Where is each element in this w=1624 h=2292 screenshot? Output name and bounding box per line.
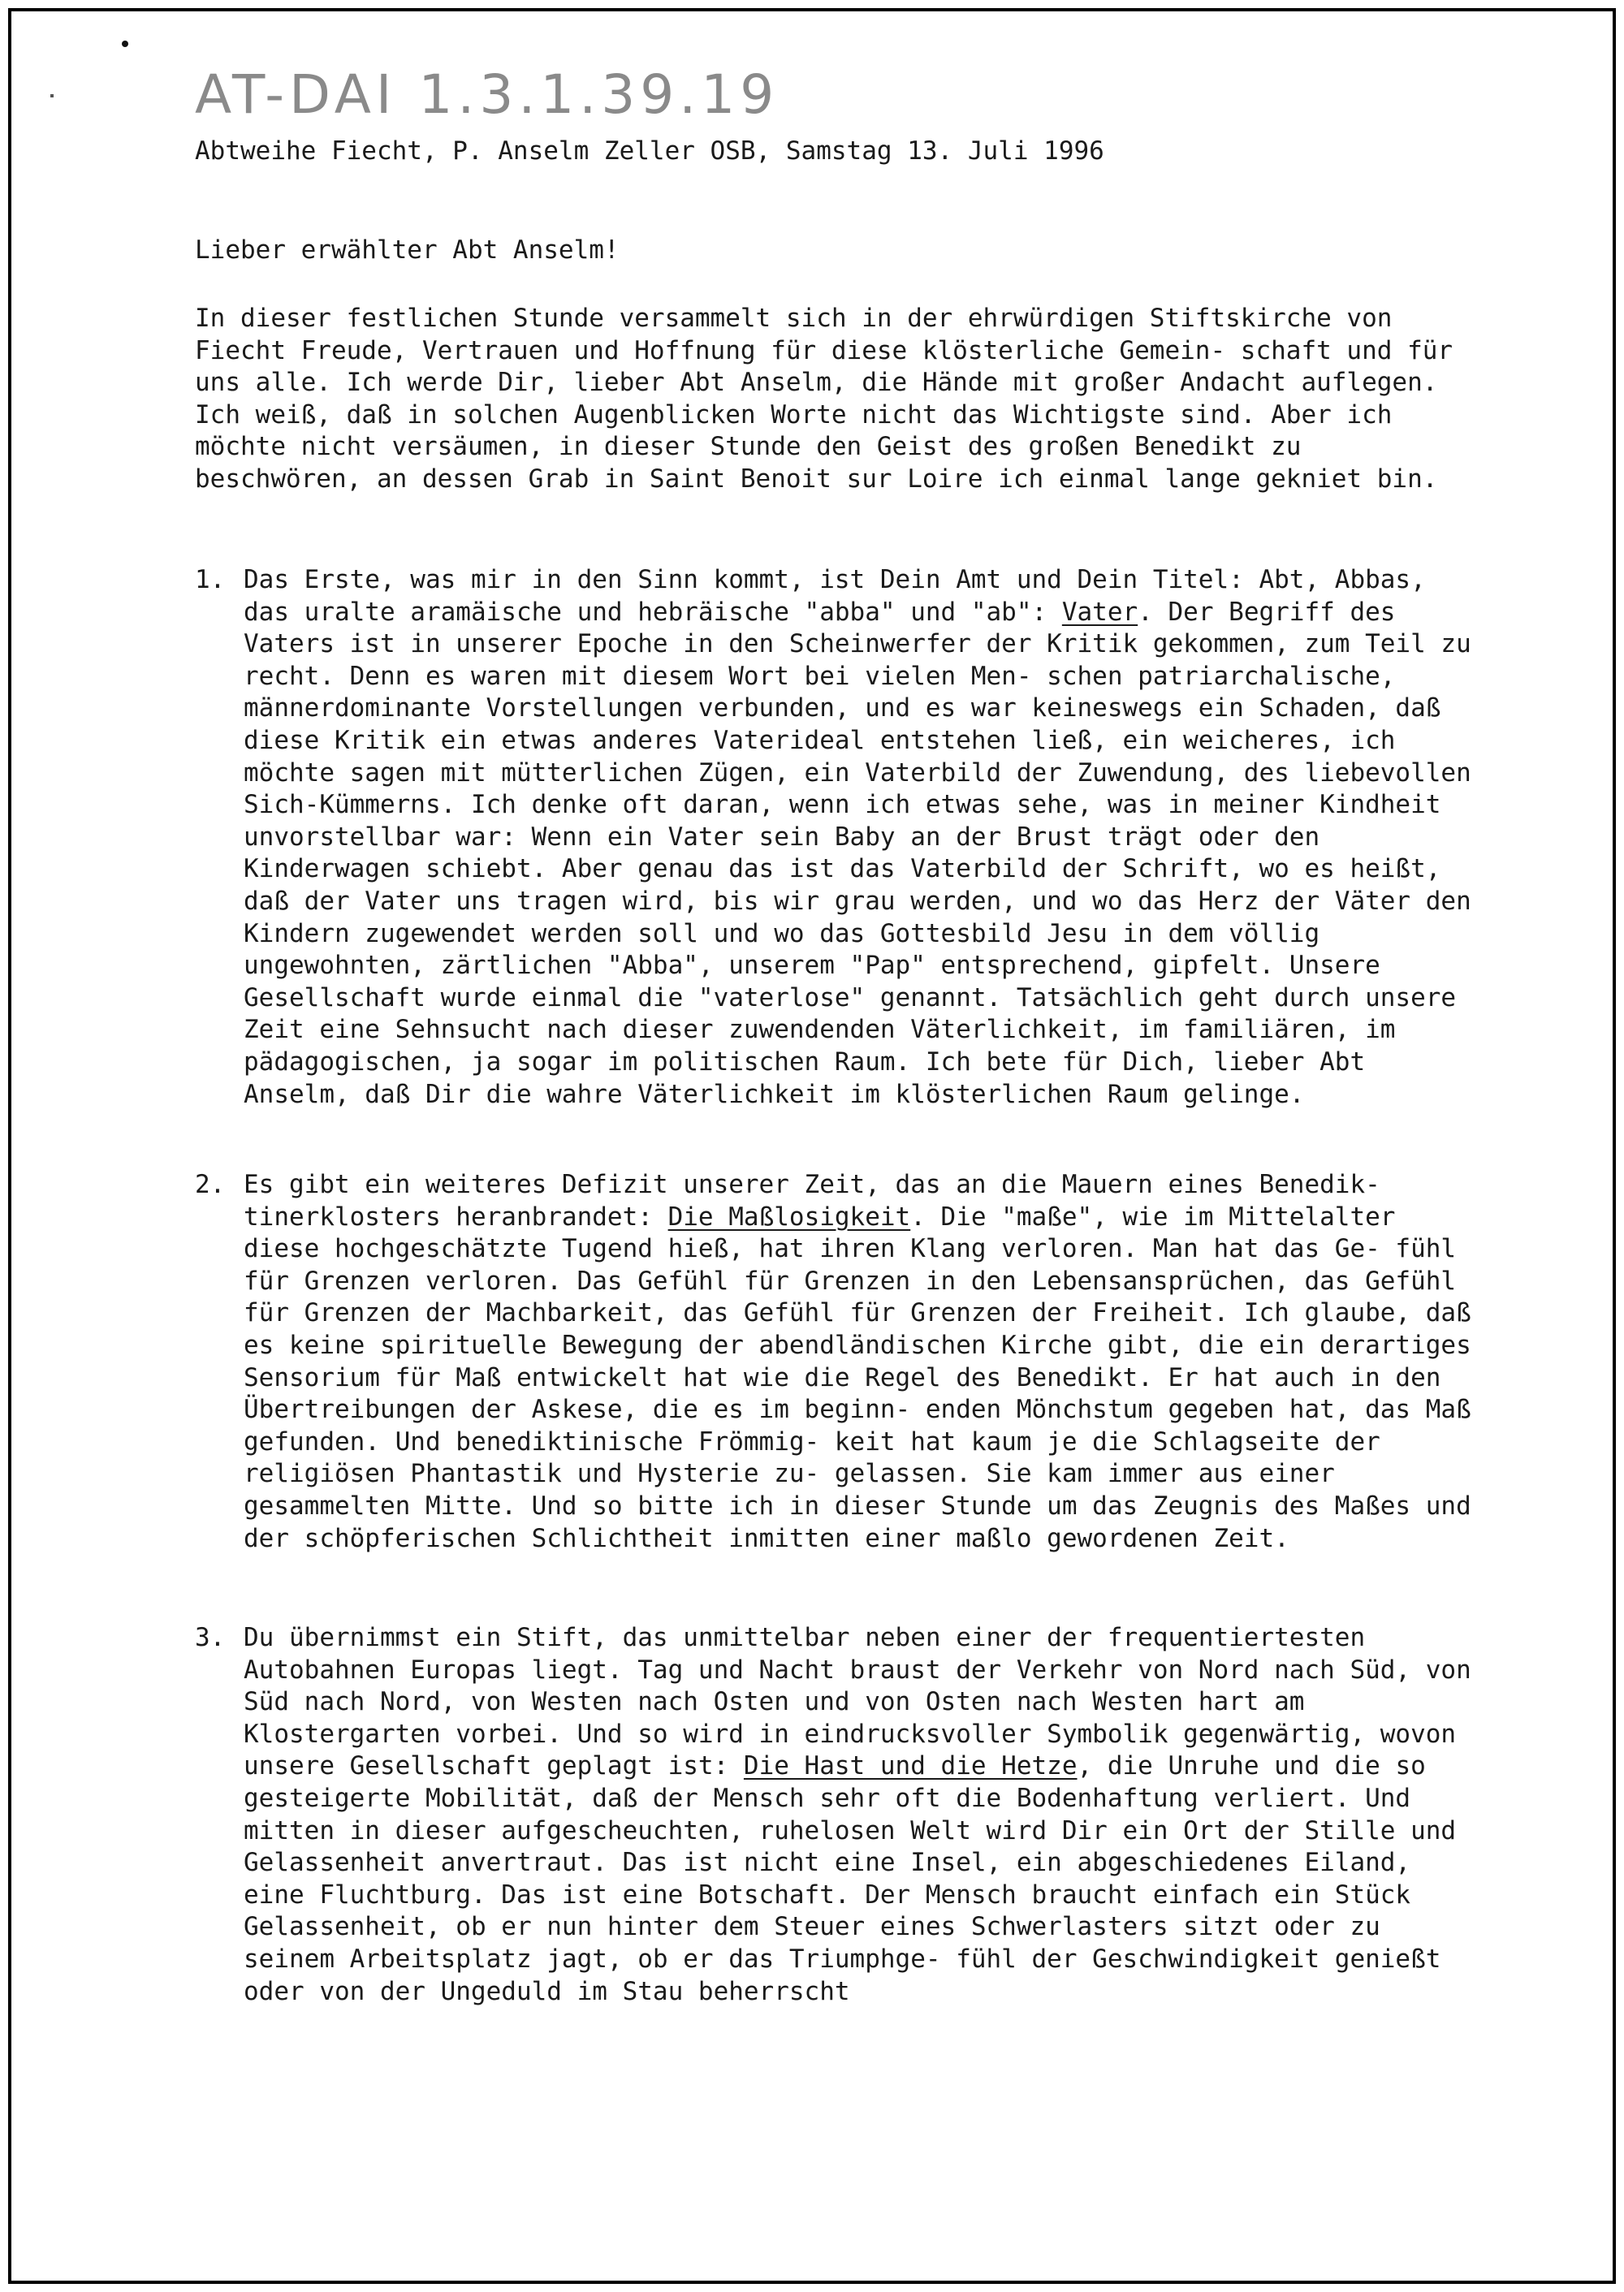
- underlined-keyword: Die Hast und die Hetze: [743, 1751, 1078, 1781]
- item-text: Du übernimmst ein Stift, das unmittelbar neben einer der frequentiertesten Autobahnen Europas liegt. Tag und Nacht braust der Verkehr von Nord nach Süd, von Süd nach Nord, von Westen nach Osten und von Osten nach Westen hart am Klostergarten vorbei. Und so wird in eindrucksvoller Symbolik gegenwärtig, wovon unsere Gesellschaft geplagt ist: Die Hast und die Hetze, die Unruhe und die so gesteigerte Mobilität, daß der Mensch sehr oft die Bodenhaftung verliert. Und mitten in dieser aufgescheuchten, ruhelosen Welt wird Dir ein Ort der Stille und Gelassenheit anvertraut. Das ist nicht eine Insel, ein abgeschiedenes Eiland, eine Fluchtburg. Das ist eine Botschaft. Der Mensch braucht einfach ein Stück Gelassenheit, ob er nun hinter dem Steuer eines Schwerlasters sitzt oder zu seinem Arbeitsplatz jagt, ob er das Triumphge- fühl der Geschwindigkeit genießt oder von der Ungeduld im Stau beherrscht: [244, 1623, 1471, 2006]
- item-number: 3.: [195, 1623, 226, 1652]
- intro-paragraph: In dieser festlichen Stunde versammelt sich in der ehrwürdigen Stiftskirche von Fiecht Freude, Vertrauen und Hoffnung für diese klösterliche Gemein- schaft und für uns alle. Ich werde Dir, lieber Abt Anselm, die Hände mit großer Andacht auflegen. Ich weiß, daß in solchen Augenblicken Worte nicht das Wichtigste sind. Aber ich möchte nicht versäumen, in dieser Stunde den Geist des großen Benedikt zu beschwören, an dessen Grab in Saint Benoit sur Loire ich einmal lange gekniet bin.: [195, 304, 1453, 494]
- item-number: 1.: [195, 565, 226, 594]
- item-number: 2.: [195, 1170, 226, 1199]
- underlined-keyword: Die Maßlosigkeit: [667, 1202, 911, 1232]
- ink-dot: [122, 41, 128, 47]
- underlined-keyword: Vater: [1061, 597, 1138, 627]
- document-header: Abtweihe Fiecht, P. Anselm Zeller OSB, Samstag 13. Juli 1996: [195, 136, 1104, 166]
- numbered-item: [195, 564, 1478, 1111]
- numbered-item: [195, 1622, 1478, 2008]
- item-text: Es gibt ein weiteres Defizit unserer Zeit, das an die Mauern eines Benedik- tinerklosters heranbrandet: Die Maßlosigkeit. Die "maße", wie im Mittelalter diese hochgeschätzte Tugend hieß, hat ihren Klang verloren. Man hat das Ge- fühl für Grenzen verloren. Das Gefühl für Grenzen in den Lebensansprüchen, das Gefühl für Grenzen der Machbarkeit, das Gefühl für Grenzen der Freiheit. Ich glaube, daß es keine spirituelle Bewegung der abendländischen Kirche gibt, die ein derartiges Sensorium für Maß entwickelt hat wie die Regel des Benedikt. Er hat auch in den Übertreibungen der Askese, die es im beginn- enden Mönchstum gegeben hat, das Maß gefunden. Und benediktinische Frömmig- keit hat kaum je die Schlagseite der religiösen Phantastik und Hysterie zu- gelassen. Sie kam immer aus einer gesammelten Mitte. Und so bitte ich in dieser Stunde um das Zeugnis des Maßes und der schöpferischen Schlichtheit inmitten einer maßlo gewordenen Zeit.: [244, 1170, 1471, 1553]
- salutation: Lieber erwählter Abt Anselm!: [195, 235, 620, 265]
- numbered-item: [195, 1169, 1478, 1555]
- archive-signature: AT-DAI 1.3.1.39.19: [195, 63, 780, 126]
- ink-mark: [50, 94, 54, 97]
- item-text: Das Erste, was mir in den Sinn kommt, ist Dein Amt und Dein Titel: Abt, Abbas, das uralte aramäische und hebräische "abba" und "ab": Vater. Der Begriff des Vaters ist in unserer Epoche in den Scheinwerfer der Kritik gekommen, zum Teil zu recht. Denn es waren mit diesem Wort bei vielen Men- schen patriarchalische, männerdominante Vorstellungen verbunden, und es war keineswegs ein Schaden, daß diese Kritik ein etwas anderes Vaterideal entstehen ließ, ein weicheres, ich möchte sagen mit mütterlichen Zügen, ein Vaterbild der Zuwendung, des liebevollen Sich-Kümmerns. Ich denke oft daran, wenn ich etwas sehe, was in meiner Kindheit unvorstellbar war: Wenn ein Vater sein Baby an der Brust trägt oder den Kinderwagen schiebt. Aber genau das ist das Vaterbild der Schrift, wo es heißt, daß der Vater uns tragen wird, bis wir grau werden, und wo das Herz der Väter den Kindern zugewendet werden soll und wo das Gottesbild Jesu in dem völlig ungewohnten, zärtlichen "Abba", unserem "Pap" entsprechend, gipfelt. Unsere Gesellschaft wurde einmal die "vaterlose" genannt. Tatsächlich geht durch unsere Zeit eine Sehnsucht nach dieser zuwendenden Väterlichkeit, im familiären, im pädagogischen, ja sogar im politischen Raum. Ich bete für Dich, lieber Abt Anselm, daß Dir die wahre Väterlichkeit im klösterlichen Raum gelinge.: [244, 565, 1471, 1109]
